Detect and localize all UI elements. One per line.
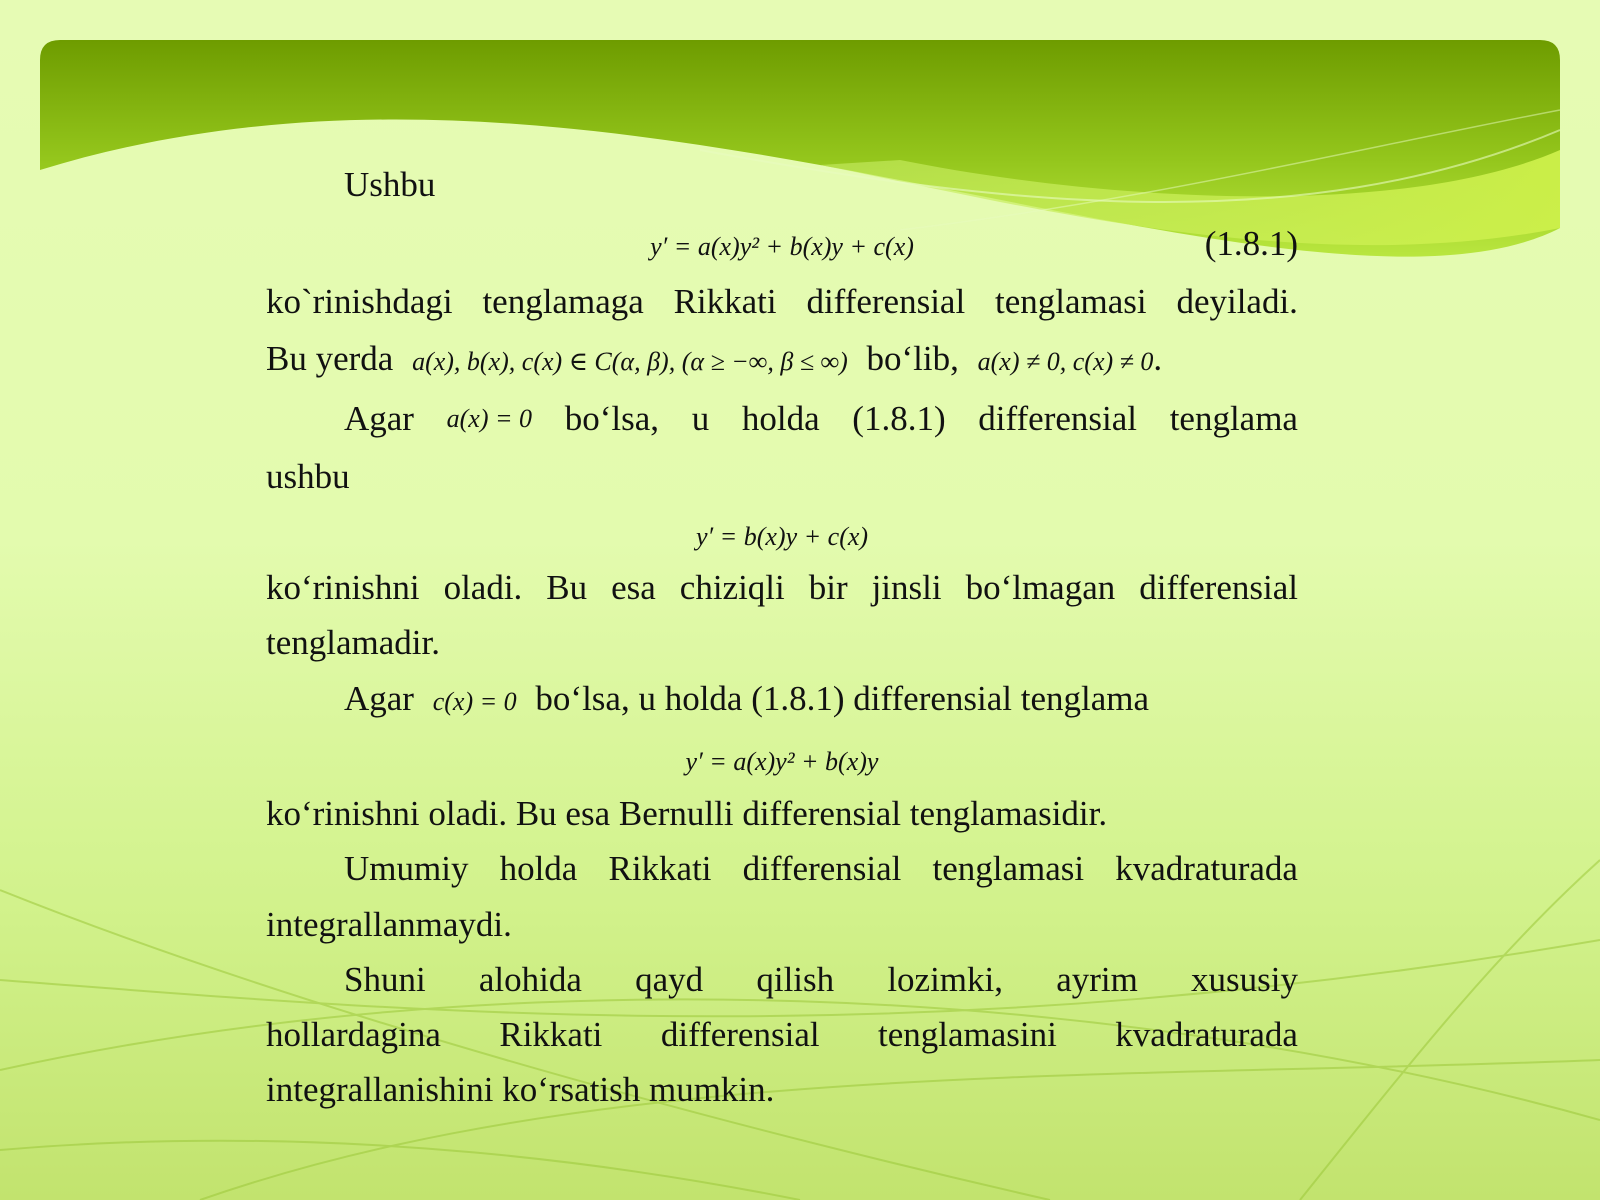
text-word: tenglamaga [482,282,644,321]
text-word: differensial [978,399,1138,438]
text-word: differensial [660,1015,820,1054]
equation-1: y′ = a(x)y² + b(x)y + c(x) [650,232,914,261]
paragraph-2-line-2 [266,455,1298,499]
text-word: jinsli [871,568,942,607]
text-word: hollardagina [266,1015,441,1054]
inline-math-nonzero: a(x) ≠ 0, c(x) ≠ 0 [977,347,1154,376]
inline-math-c-zero: c(x) = 0 [432,687,517,716]
text-segment: tenglamadir. [266,623,440,662]
text-word: oladi. [443,568,523,607]
text-word: Rikkati [499,1015,603,1054]
text-segment: integrallanmaydi. [266,905,512,944]
text-word: holda [741,399,820,438]
text-segment: ko‘rinishni oladi. Bu esa Bernulli differensial tenglamasidir. [266,794,1108,833]
text-segment: integrallanishini ko‘rsatish mumkin. [266,1070,775,1109]
intro-word: Ushbu [344,165,436,204]
text-word: esa [611,568,656,607]
text-word: Rikkati [608,849,712,888]
text-word: alohida [478,960,582,999]
paragraph-1-line-1 [266,280,1298,324]
text-word: ko`rinishdagi [266,282,453,321]
inline-math-continuity: a(x), b(x), c(x) ∈ C(α, β), (α ≥ −∞, β ≤ ∞) [412,347,848,376]
text-word: chiziqli [679,568,785,607]
inline-math-a-zero: a(x) = 0 [446,404,533,433]
text-word: Agar [344,399,414,438]
equation-1-number: (1.8.1) [1204,224,1298,263]
text-word: ko‘rinishni [266,568,420,607]
paragraph-2-line-1 [266,397,1298,441]
paragraph-2-line-4 [266,621,1298,665]
text-segment: Bu yerda [266,339,394,378]
text-word: bo‘lsa, [564,399,660,438]
text-word: bir [808,568,848,607]
text-word: tenglama [1169,399,1298,438]
equation-1-row [266,222,1298,266]
text-word: u [691,399,710,438]
text-word: tenglamasini [878,1015,1057,1054]
paragraph-1-intro [266,163,1298,207]
text-word: Umumiy [344,849,469,888]
text-word: kvadraturada [1115,1015,1298,1054]
paragraph-2-line-3 [266,566,1298,610]
equation-3-row [266,737,1298,781]
text-word: Rikkati [673,282,777,321]
text-word: holda [499,849,578,888]
text-word: xususiy [1191,960,1298,999]
text-word: differensial [806,282,966,321]
text-word: qayd [635,960,704,999]
paragraph-1-line-2 [266,337,1298,381]
paragraph-3-line-2 [266,792,1298,836]
paragraph-3-line-1 [266,677,1298,721]
text-word: (1.8.1) [852,399,946,438]
equation-3: y′ = a(x)y² + b(x)y [685,747,879,776]
text-segment: ushbu [266,457,350,496]
text-word: Shuni [344,960,426,999]
text-word: differensial [742,849,902,888]
text-word: ayrim [1056,960,1138,999]
paragraph-5-line-2 [266,1013,1298,1057]
paragraph-4-line-2 [266,903,1298,947]
paragraph-5-line-1 [266,958,1298,1002]
equation-2: y′ = b(x)y + c(x) [695,522,869,551]
equation-2-row [266,512,1298,556]
text-word: kvadraturada [1115,849,1298,888]
text-word: bo‘lmagan [965,568,1116,607]
period: . [1153,339,1163,378]
text-word: differensial [1139,568,1298,607]
slide-body [266,0,1298,1200]
text-segment: bo‘lib, [866,339,959,378]
text-word: lozimki, [887,960,1004,999]
paragraph-5-line-3 [266,1068,1298,1112]
text-word: qilish [756,960,835,999]
text-segment: bo‘lsa, u holda (1.8.1) differensial tenglama [535,679,1150,718]
text-word: deyiladi. [1176,282,1298,321]
text-word: tenglamasi [995,282,1147,321]
paragraph-4-line-1 [266,847,1298,891]
text-word: tenglamasi [932,849,1085,888]
text-word: Bu [546,568,588,607]
text-segment: Agar [344,679,414,718]
